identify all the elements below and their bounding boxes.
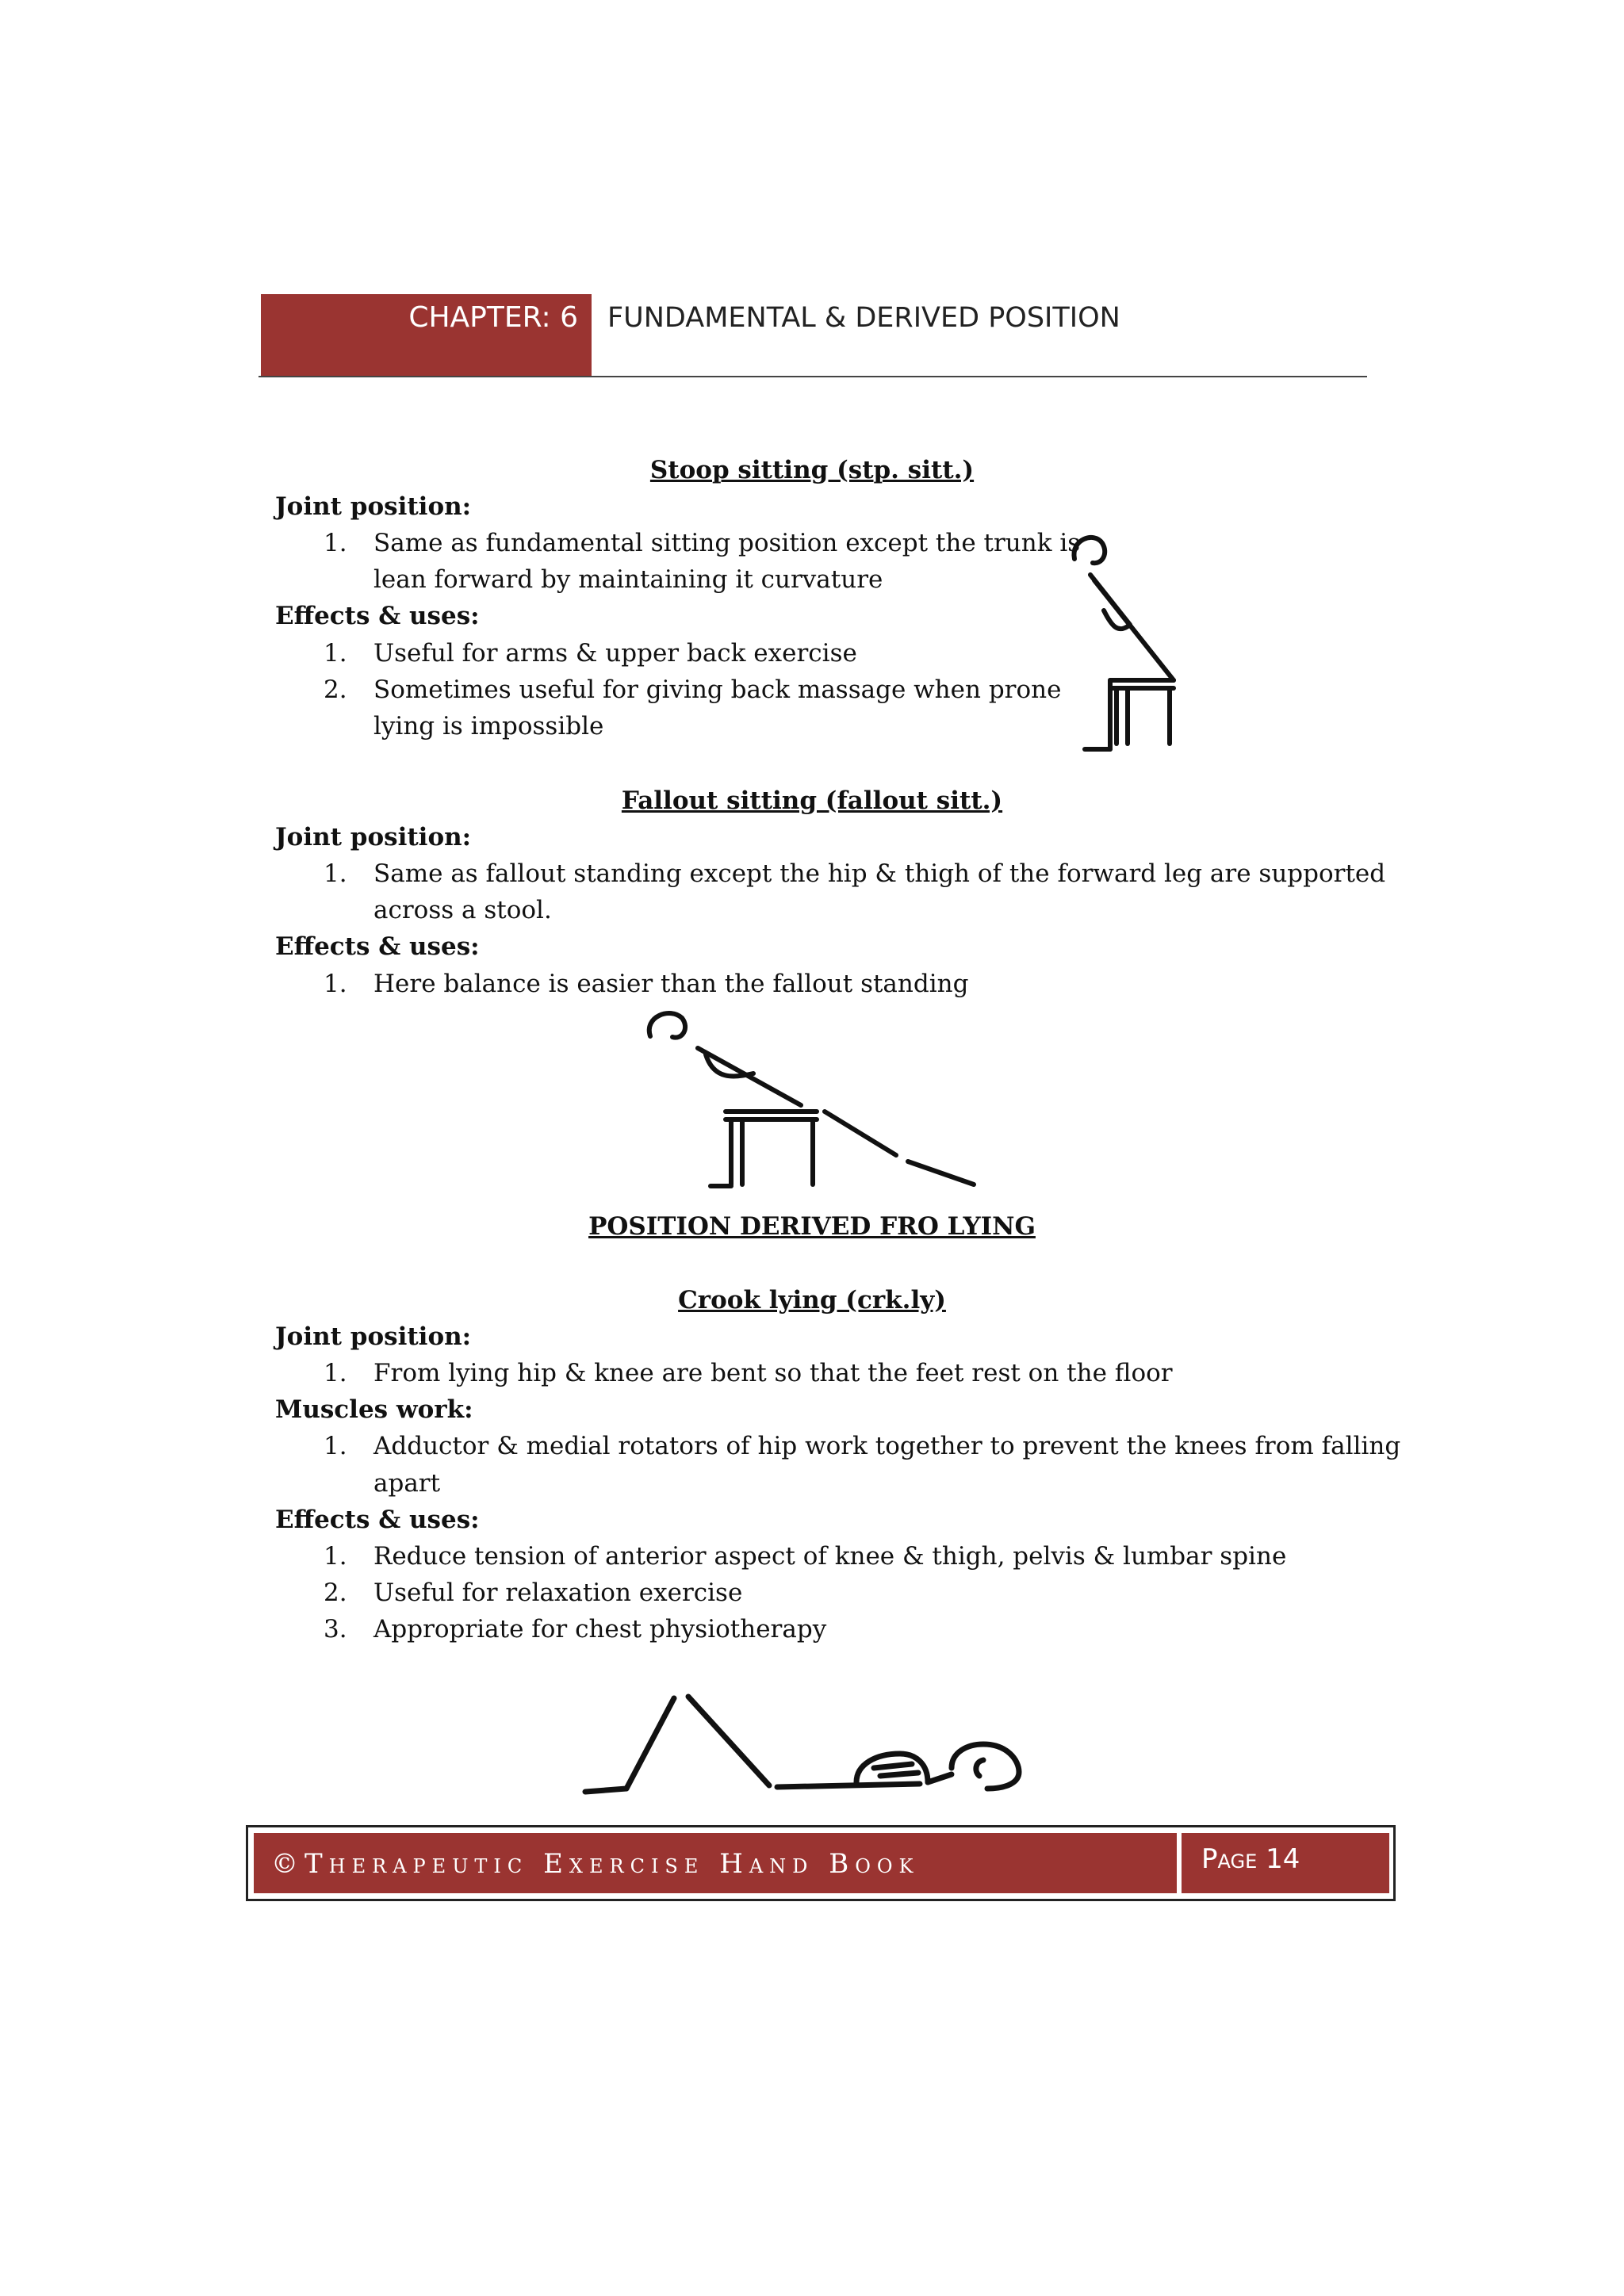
list-number: 1. <box>324 970 347 998</box>
list-item: Useful for arms & upper back exercise <box>373 639 857 668</box>
list-number: 2. <box>324 675 347 704</box>
crook-lying-figure <box>579 1689 1063 1800</box>
list-item-continuation: lying is impossible <box>373 712 604 740</box>
chapter-label: CHAPTER: 6 <box>408 301 578 334</box>
footer-page-number: Page 14 <box>1201 1843 1300 1875</box>
list-item: Adductor & medial rotators of hip work together to prevent the knees from falling <box>373 1432 1401 1460</box>
list-item-continuation: across a stool. <box>373 896 552 924</box>
crook-joint-position-label: Joint position: <box>275 1322 472 1351</box>
fallout-effects-label: Effects & uses: <box>275 932 480 961</box>
list-item: Same as fundamental sitting position except the trunk is <box>373 529 1081 557</box>
list-item: Here balance is easier than the fallout standing <box>373 970 969 998</box>
crook-muscles-label: Muscles work: <box>275 1395 473 1424</box>
stoop-sitting-title: Stoop sitting (stp. sitt.) <box>649 456 975 484</box>
list-item-continuation: lean forward by maintaining it curvature <box>373 565 883 594</box>
list-item: Reduce tension of anterior aspect of knee & thigh, pelvis & lumbar spine <box>373 1542 1287 1571</box>
footer-book-title: ©Therapeutic Exercise Hand Book <box>271 1848 920 1880</box>
list-number: 3. <box>324 1615 347 1644</box>
stoop-sitting-figure <box>1063 531 1221 761</box>
header-divider <box>259 376 1367 377</box>
fallout-sitting-title: Fallout sitting (fallout sitt.) <box>621 786 1003 815</box>
list-number: 1. <box>324 529 347 557</box>
list-number: 1. <box>324 1432 347 1460</box>
list-number: 1. <box>324 1359 347 1387</box>
fallout-sitting-figure <box>634 1001 983 1191</box>
list-item: Sometimes useful for giving back massage when prone <box>373 675 1062 704</box>
list-item: From lying hip & knee are bent so that the feet rest on the floor <box>373 1359 1173 1387</box>
list-number: 1. <box>324 639 347 668</box>
stoop-effects-label: Effects & uses: <box>275 602 480 630</box>
crook-lying-title: Crook lying (crk.ly) <box>678 1286 946 1314</box>
chapter-title: FUNDAMENTAL & DERIVED POSITION <box>607 302 1120 334</box>
fallout-joint-position-label: Joint position: <box>275 823 472 851</box>
stoop-joint-position-label: Joint position: <box>275 492 472 521</box>
crook-effects-label: Effects & uses: <box>275 1506 480 1534</box>
list-item-continuation: apart <box>373 1469 441 1498</box>
list-number: 2. <box>324 1578 347 1607</box>
list-item: Same as fallout standing except the hip & thigh of the forward leg are supported <box>373 859 1386 888</box>
section-heading: POSITION DERIVED FRO LYING <box>588 1212 1036 1241</box>
list-item: Useful for relaxation exercise <box>373 1578 743 1607</box>
list-item: Appropriate for chest physiotherapy <box>373 1615 827 1644</box>
list-number: 1. <box>324 859 347 888</box>
list-number: 1. <box>324 1542 347 1571</box>
